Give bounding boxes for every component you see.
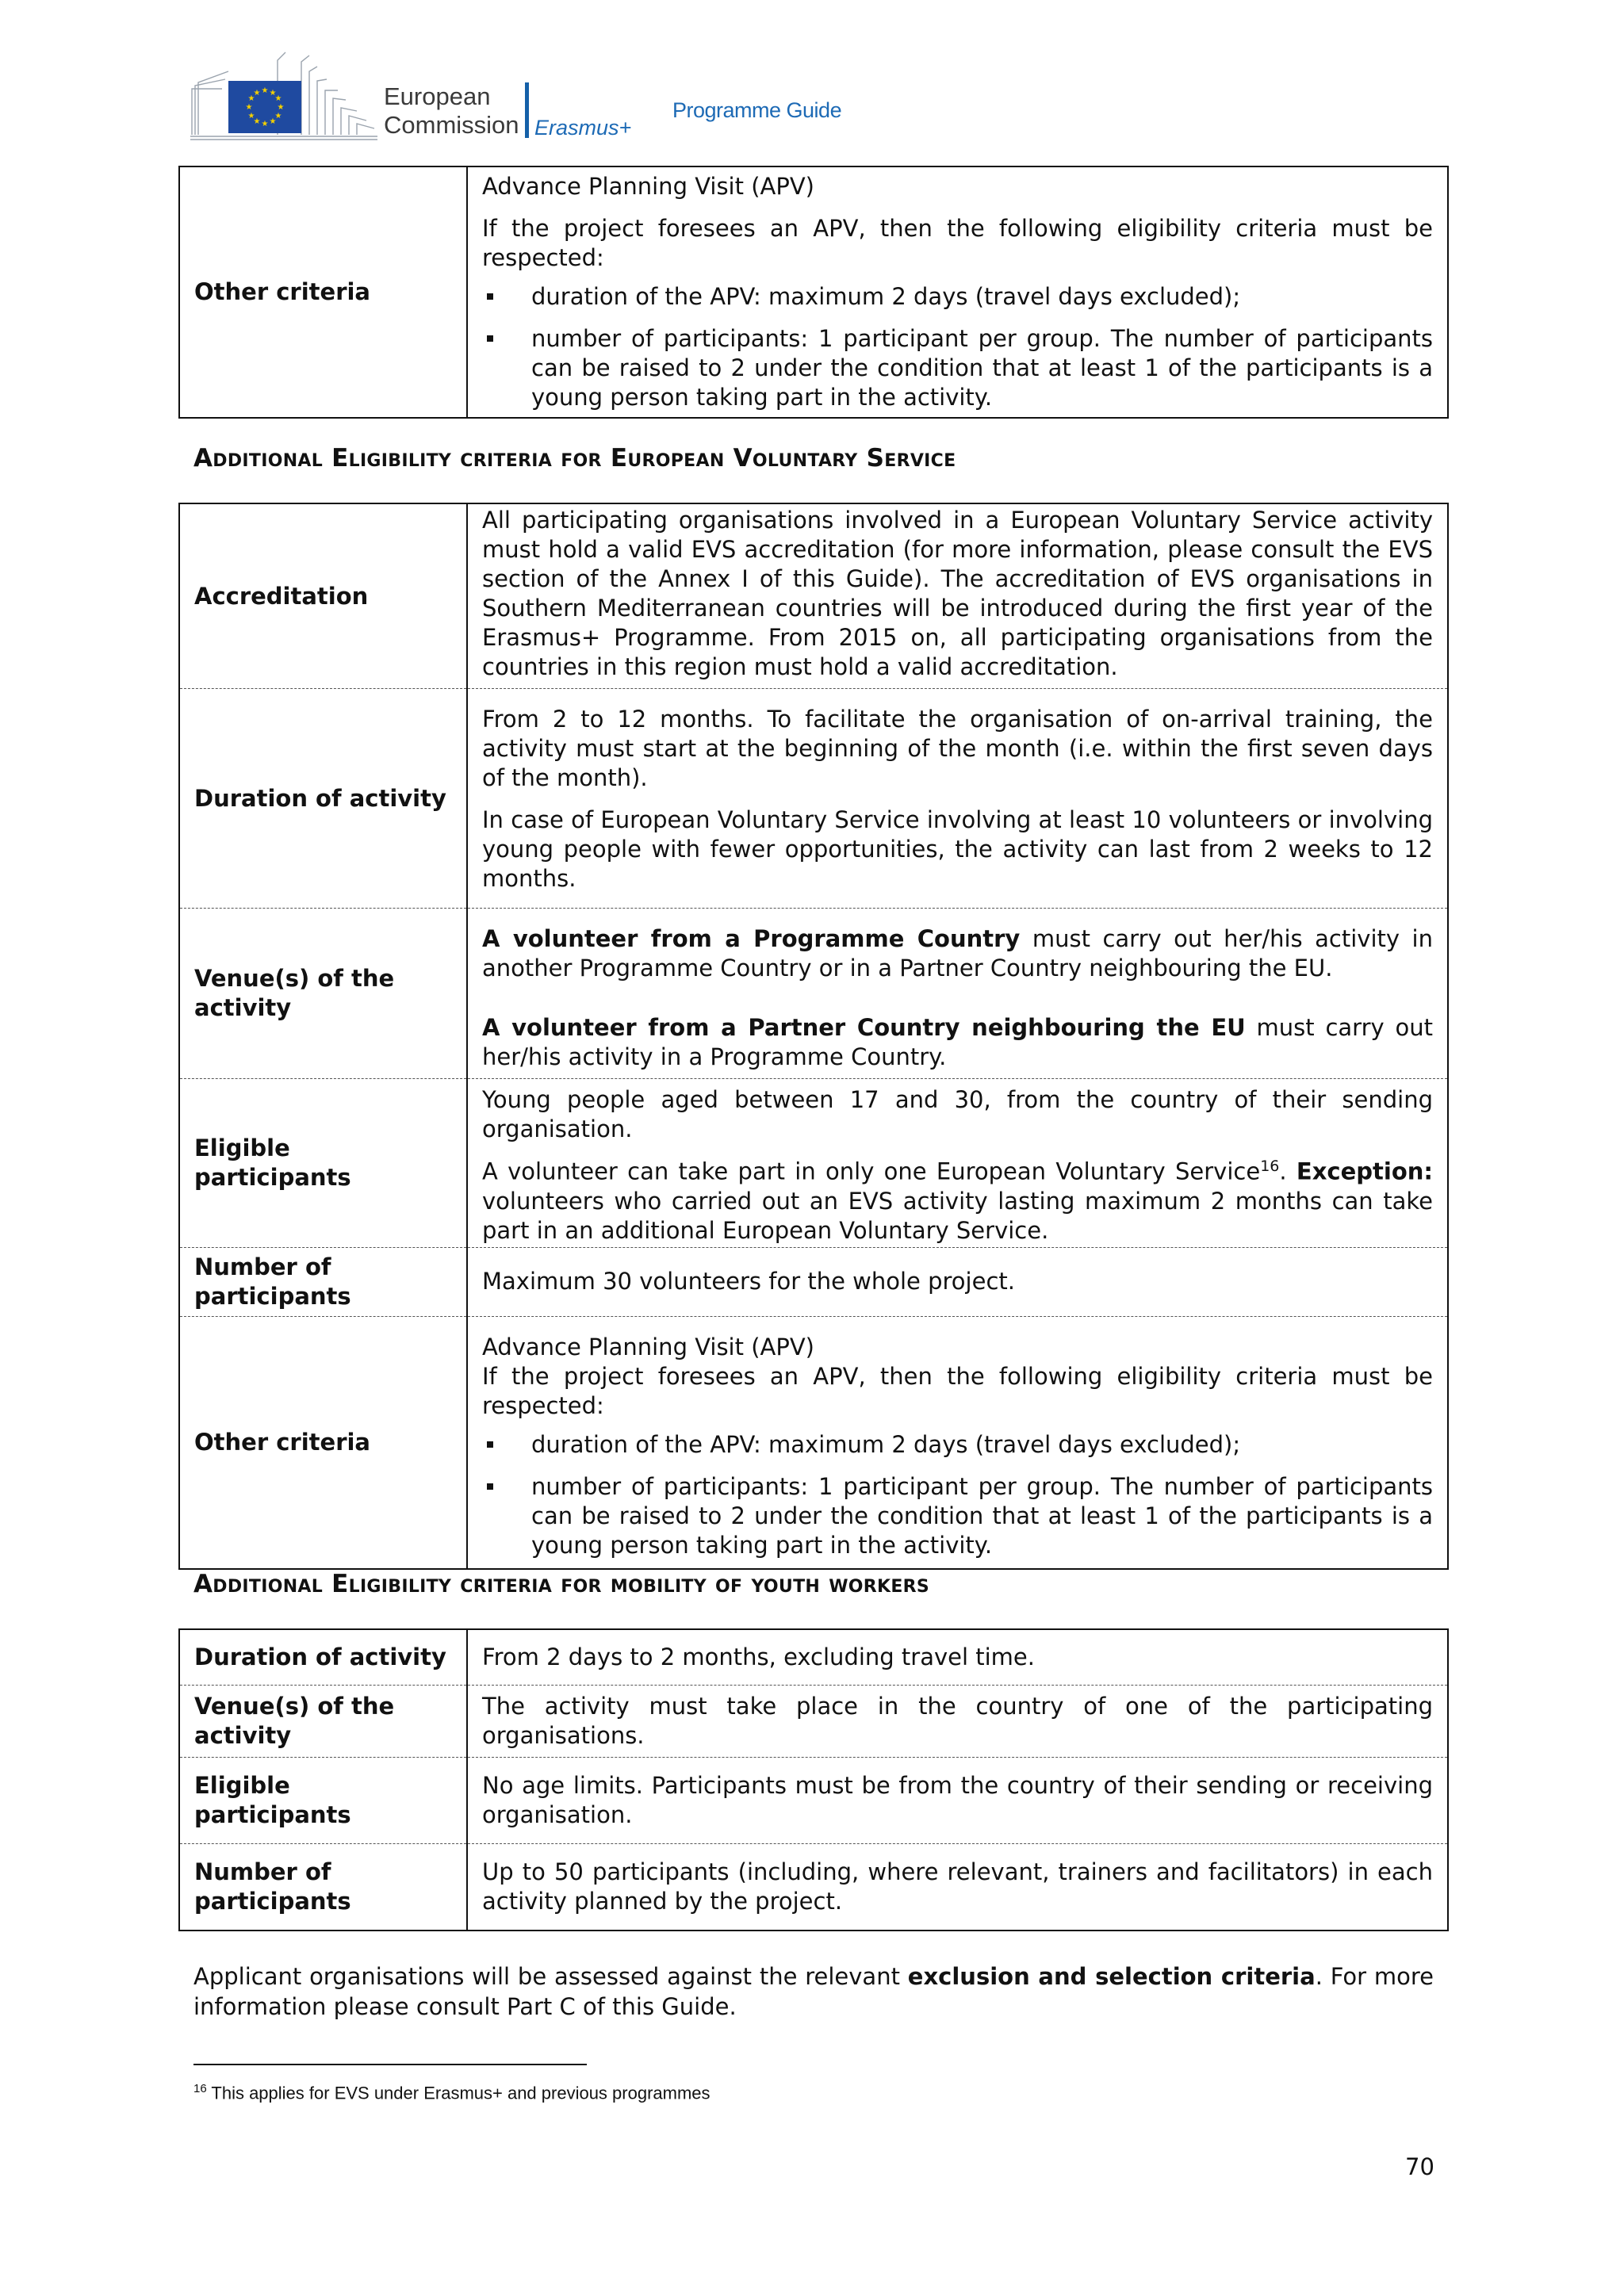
closing-paragraph: Applicant organisations will be assessed against the relevant exclusion and selection criteria. For more information please consult Part C of this Guide. xyxy=(193,1963,1434,2020)
header-separator xyxy=(525,82,529,138)
youth-workers-criteria-table xyxy=(178,1628,1449,1931)
row-label: Venue(s) of the activity xyxy=(179,909,467,1079)
european-commission-logo xyxy=(190,49,377,143)
erasmus-logo-text: Erasmus+ xyxy=(534,116,632,140)
svg-text:★: ★ xyxy=(269,89,277,98)
row-label: Duration of activity xyxy=(179,1629,467,1686)
row-value: Advance Planning Visit (APV) If the project foresees an APV, then the following eligibility criteria must be respected: duration of the APV: maximum 2 days (travel days excluded); number of participants: 1 participant per group. The number of participants can be raised to 2 under the condition that at least 1 of the participants is a young person taking part in the activity. xyxy=(467,1316,1448,1569)
table-row xyxy=(179,689,1448,909)
row-label: Other criteria xyxy=(179,166,467,418)
svg-text:★: ★ xyxy=(274,94,282,103)
row-value: Young people aged between 17 and 30, from the country of their sending organisation. A volunteer can take part in only one European Voluntary Service$^{16}$. Exception: volunteers who carried out an EVS activity lasting maximum 2 months can take part in an additional European Voluntary Service. xyxy=(467,1079,1448,1248)
table-row xyxy=(179,1629,1448,1686)
svg-text:★: ★ xyxy=(247,94,255,103)
row-value: The activity must take place in the country of one of the participating organisations. xyxy=(467,1686,1448,1758)
row-value: No age limits. Participants must be from the country of their sending or receiving organisation. xyxy=(467,1758,1448,1844)
row-value: From 2 to 12 months. To facilitate the organisation of on-arrival training, the activity must start at the beginning of the month (i.e. within the first seven days of the month). In case of European Voluntary Service involving at least 10 volunteers or involving young people with fewer opportunities, the activity can last from 2 weeks to 12 months. xyxy=(467,689,1448,909)
row-label: Venue(s) of the activity xyxy=(179,1686,467,1758)
row-value: Up to 50 participants (including, where relevant, trainers and facilitators) in each activity planned by the project. xyxy=(467,1844,1448,1931)
row-value: A volunteer from a Programme Country must carry out her/his activity in another Programme Country or in a Partner Country neighbouring the EU. A volunteer from a Partner Country neighbouring the EU must carry out her/his activity in a Programme Country. xyxy=(467,909,1448,1079)
list-item: number of participants: 1 participant per group. The number of participants can be raised to 2 under the condition that at least 1 of the participants is a young person taking part in the activity. xyxy=(482,1472,1433,1560)
row-label: Number of participants xyxy=(179,1247,467,1316)
page-number: 70 xyxy=(1405,2153,1434,2180)
svg-text:★: ★ xyxy=(253,89,261,98)
svg-text:★: ★ xyxy=(261,86,269,95)
svg-text:★: ★ xyxy=(247,112,255,121)
list-item: duration of the APV: maximum 2 days (travel days excluded); xyxy=(482,282,1433,312)
list-item: number of participants: 1 participant per group. The number of participants can be raised to 2 under the condition that at least 1 of the participants is a young person taking part in the activity. xyxy=(482,324,1433,412)
list-item: duration of the APV: maximum 2 days (travel days excluded); xyxy=(482,1430,1433,1460)
commission-name: European Commission xyxy=(384,82,519,139)
row-value: Advance Planning Visit (APV) If the project foresees an APV, then the following eligibility criteria must be respected: duration of the APV: maximum 2 days (travel days excluded); number of participants: 1 participant per group. The number of participants can be raised to 2 under the condition that at least 1 of the participants is a young person taking part in the activity. xyxy=(482,173,1433,411)
svg-text:★: ★ xyxy=(261,120,269,128)
footnote: $^{16}$ This applies for EVS under Erasmus+ and previous programmes xyxy=(193,2082,710,2103)
page-header xyxy=(190,41,904,144)
section-title-youth-workers: Additional Eligibility criteria for mobility of youth workers xyxy=(193,1570,930,1598)
svg-text:★: ★ xyxy=(245,103,253,112)
row-label: Accreditation xyxy=(179,503,467,689)
row-value: Maximum 30 volunteers for the whole project. xyxy=(467,1247,1448,1316)
table-row xyxy=(179,1247,1448,1316)
table-row xyxy=(179,909,1448,1079)
table-row xyxy=(179,1758,1448,1844)
bullet-list xyxy=(482,282,1433,412)
table-row xyxy=(179,1844,1448,1931)
footnote-divider xyxy=(193,2064,587,2065)
footnote-ref: 16 xyxy=(1260,1158,1280,1175)
table-row xyxy=(179,503,1448,689)
row-label: Duration of activity xyxy=(179,689,467,909)
row-label: Number of participants xyxy=(179,1844,467,1931)
row-label: Eligible participants xyxy=(179,1079,467,1248)
row-value: All participating organisations involved in a European Voluntary Service activity must hold a valid EVS accreditation (for more information, please consult the EVS section of the Annex I of this Guide). The accreditation of EVS organisations in Southern Mediterranean countries will be introduced during the first year of the Erasmus+ Programme. From 2015 on, all participating organisations from the countries in this region must hold a valid accreditation. xyxy=(482,507,1433,680)
youth-exchange-criteria-table xyxy=(178,166,1449,419)
bullet-list xyxy=(482,1430,1433,1560)
section-title-evs: Additional Eligibility criteria for European Voluntary Service xyxy=(193,444,956,473)
svg-text:★: ★ xyxy=(274,112,282,121)
table-row xyxy=(179,166,1448,418)
svg-text:★: ★ xyxy=(253,117,261,126)
table-row xyxy=(179,1079,1448,1248)
table-row xyxy=(179,1316,1448,1569)
svg-text:★: ★ xyxy=(277,103,285,112)
evs-criteria-table xyxy=(178,503,1449,1570)
svg-text:★: ★ xyxy=(269,117,277,126)
programme-guide-label: Programme Guide xyxy=(672,98,842,122)
row-value: From 2 days to 2 months, excluding travel time. xyxy=(482,1644,1035,1670)
row-label: Eligible participants xyxy=(179,1758,467,1844)
table-row xyxy=(179,1686,1448,1758)
row-label: Other criteria xyxy=(179,1316,467,1569)
